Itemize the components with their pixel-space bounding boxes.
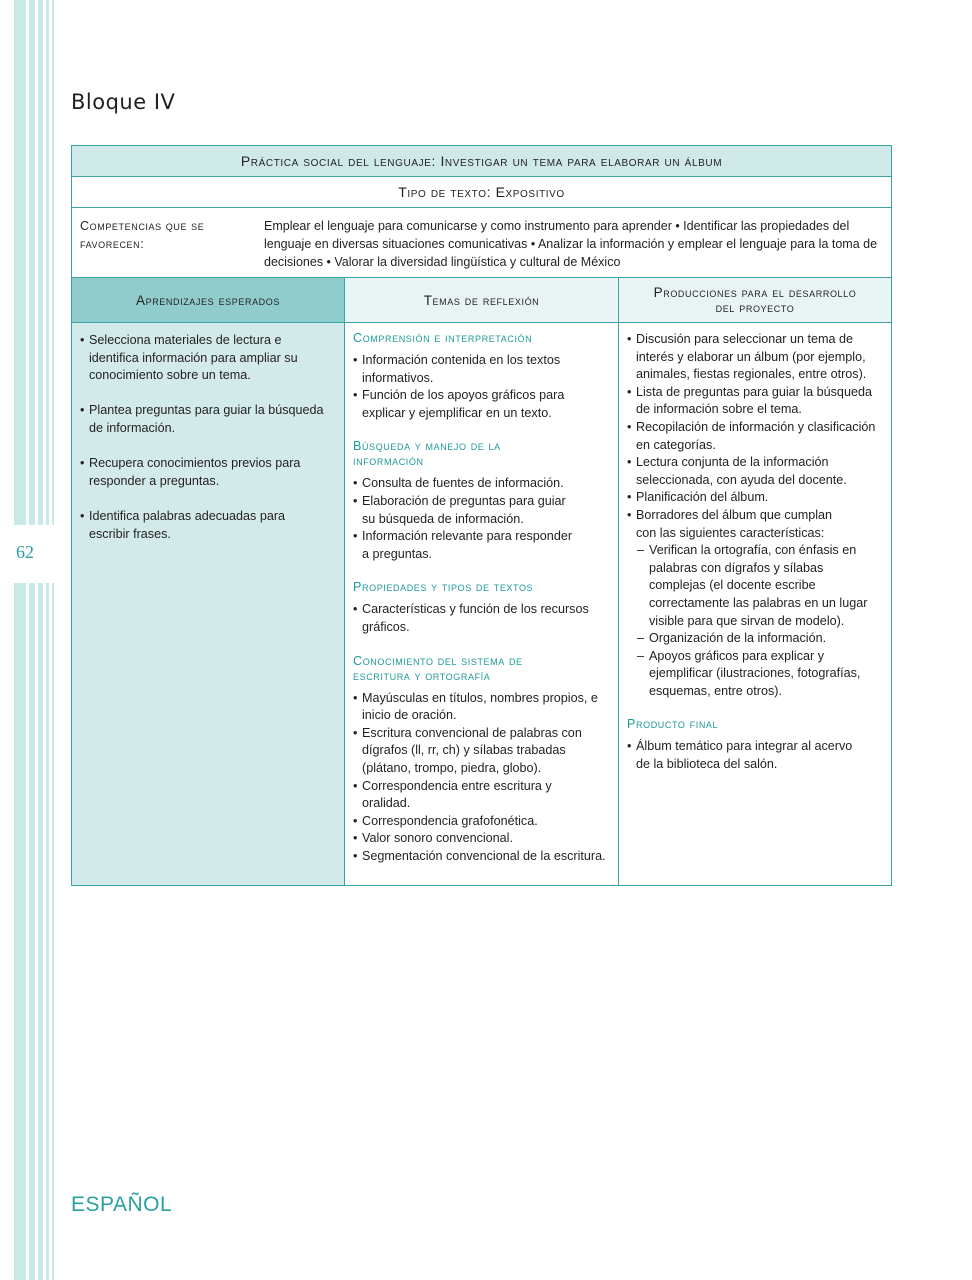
section-producto-final-title: Producto final — [627, 717, 719, 732]
competencias-text: Emplear el lenguaje para comunicarse y como instrumento para aprender • Identificar las propiedades del lenguaje en diversas situaciones comunicativas • Analizar la información y emplear el lenguaje para la toma de decisiones • Valorar la diversidad lingüística y cultural de México — [264, 219, 878, 269]
content-row — [72, 323, 891, 885]
tema-item: • Información relevante para responder a preguntas. — [353, 528, 610, 563]
page-number: 62 — [16, 542, 34, 562]
competencias-label: Competencias que se favorecen: — [80, 219, 205, 251]
produccion-item: • Planificación del álbum. — [627, 489, 883, 507]
section-propiedades-title: Propiedades y tipos de textos — [353, 580, 534, 595]
tema-item: • Consulta de fuentes de información. — [353, 475, 610, 493]
section-busqueda-title: Búsqueda y manejo de la información — [353, 439, 501, 469]
tema-item: • Información contenida en los textos informativos. — [353, 352, 610, 387]
aprendizaje-item: • Identifica palabras adecuadas para escribir frases. — [80, 508, 328, 543]
producto-final-item: • Álbum temático para integrar al acervo de la biblioteca del salón. — [627, 738, 883, 773]
tema-item: • Elaboración de preguntas para guiar su búsqueda de información. — [353, 493, 610, 528]
produccion-subitem: – Apoyos gráficos para explicar y ejemplificar (ilustraciones, fotografías, esquemas, entre otros). — [627, 648, 883, 701]
header-temas: Temas de reflexión — [345, 278, 619, 322]
aprendizajes-cell — [72, 323, 345, 885]
tema-item: • Correspondencia entre escritura y oralidad. — [353, 778, 610, 813]
produccion-item: • Borradores del álbum que cumplan con las siguientes características: — [627, 507, 883, 542]
produccion-item: • Lectura conjunta de la información seleccionada, con ayuda del docente. — [627, 454, 883, 489]
tema-item: • Características y función de los recursos gráficos. — [353, 601, 610, 636]
aprendizaje-item: • Plantea preguntas para guiar la búsqueda de información. — [80, 402, 328, 437]
block-title: Bloque IV — [71, 90, 176, 114]
competencias-row — [72, 208, 891, 278]
practica-social-banner: Práctica social del lenguaje: Investigar un tema para elaborar un álbum — [72, 146, 891, 177]
column-headers — [72, 278, 891, 323]
produccion-subitem: – Verifican la ortografía, con énfasis en palabras con dígrafos y sílabas complejas (el docente escribe correctamente las palabras en un lugar visible para que sirvan de modelo). — [627, 542, 883, 630]
produccion-item: • Discusión para seleccionar un tema de interés y elaborar un álbum (por ejemplo, animales, fiestas regionales, entre otros). — [627, 331, 883, 384]
header-aprendizajes: Aprendizajes esperados — [72, 278, 345, 322]
decorative-side-stripes — [0, 0, 60, 1280]
temas-cell — [345, 323, 619, 885]
aprendizaje-item: • Recupera conocimientos previos para responder a preguntas. — [80, 455, 328, 490]
tema-item: • Mayúsculas en títulos, nombres propios, e inicio de oración. — [353, 690, 610, 725]
tipo-texto-banner: Tipo de texto: Expositivo — [72, 177, 891, 208]
section-conocimiento-title: Conocimiento del sistema de escritura y ortografía — [353, 653, 523, 683]
program-table — [71, 145, 892, 886]
header-producciones — [619, 278, 891, 322]
section-comprension-title: Comprensión e interpretación — [353, 331, 533, 345]
produccion-subitem: – Organización de la información. — [627, 630, 883, 648]
tema-item: • Correspondencia grafofonética. — [353, 813, 610, 831]
tema-item: • Escritura convencional de palabras con dígrafos (ll, rr, ch) y sílabas trabadas (plátano, trompo, piedra, globo). — [353, 725, 610, 778]
produccion-item: • Recopilación de información y clasificación en categorías. — [627, 419, 883, 454]
tema-item: • Segmentación convencional de la escritura. — [353, 848, 610, 866]
produccion-item: • Lista de preguntas para guiar la búsqueda de información sobre el tema. — [627, 384, 883, 419]
producciones-cell — [619, 323, 891, 885]
header-producciones-text: Producciones para el desarrollo del proyecto — [653, 285, 857, 315]
tema-item: • Función de los apoyos gráficos para explicar y ejemplificar en un texto. — [353, 387, 610, 422]
subject-label: ESPAÑOL — [71, 1193, 173, 1216]
tema-item: • Valor sonoro convencional. — [353, 830, 610, 848]
aprendizaje-item: • Selecciona materiales de lectura e identifica información para ampliar su conocimiento sobre un tema. — [80, 332, 328, 385]
